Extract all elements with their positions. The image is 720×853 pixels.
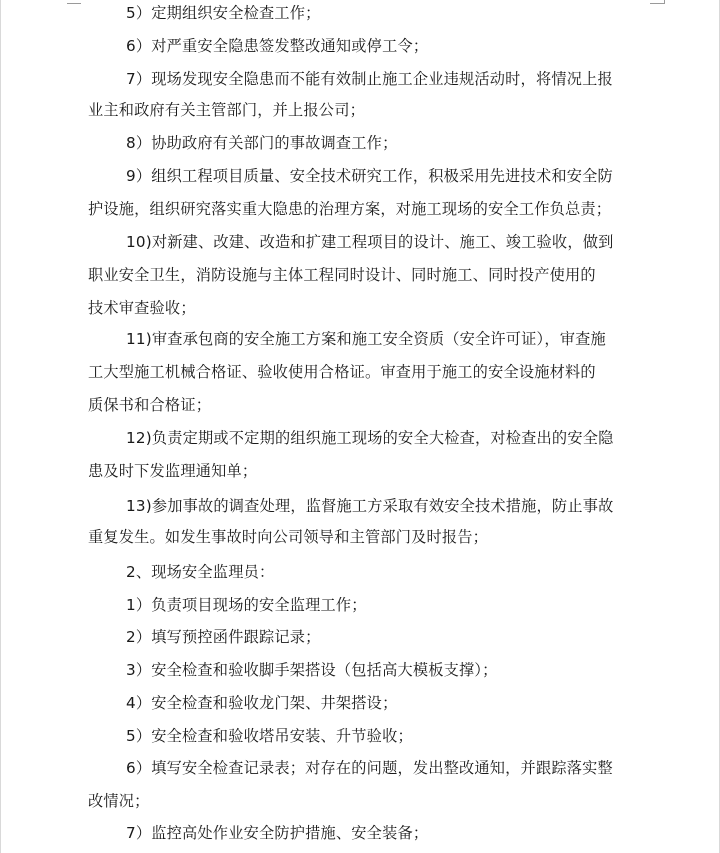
paragraph-line-first: 7）现场发现安全隐患而不能有效制止施工企业违规活动时，将情况上报	[126, 70, 613, 88]
paragraph-line-first: 11)审查承包商的安全施工方案和施工安全资质（安全许可证），审查施	[126, 330, 606, 348]
paragraph-line-first: 9）组织工程项目质量、安全技术研究工作，积极采用先进技术和安全防	[126, 167, 613, 185]
paragraph-line-continuation: 重复发生。如发生事故时向公司领导和主管部门及时报告；	[88, 528, 489, 546]
paragraph-line-first: 12)负责定期或不定期的组织施工现场的安全大检查，对检查出的安全隐	[126, 429, 614, 447]
paragraph-line-first: 1）负责项目现场的安全监理工作；	[126, 596, 367, 614]
paragraph-line-first: 8）协助政府有关部门的事故调查工作；	[126, 134, 398, 152]
paragraph-line-continuation: 质保书和合格证；	[88, 396, 212, 414]
paragraph-line-first: 10)对新建、改建、改造和扩建工程项目的设计、施工、竣工验收，做到	[126, 233, 614, 251]
paragraph-line-first: 5）安全检查和验收塔吊安装、升节验收；	[126, 727, 413, 745]
paragraph-line-continuation: 护设施，组织研究落实重大隐患的治理方案，对施工现场的安全工作负总责；	[88, 200, 612, 218]
paragraph-line-first: 13)参加事故的调查处理，监督施工方采取有效安全技术措施，防止事故	[126, 497, 614, 515]
paragraph-line-first: 4）安全检查和验收龙门架、井架搭设；	[126, 694, 398, 712]
paragraph-line-continuation: 职业安全卫生，消防设施与主体工程同时设计、同时施工、同时投产使用的	[88, 266, 596, 284]
paragraph-line-continuation: 患及时下发监理通知单；	[88, 462, 258, 480]
paragraph-line-first: 6）填写安全检查记录表；对存在的问题，发出整改通知，并跟踪落实整	[126, 759, 613, 777]
paragraph-line-first: 6）对严重安全隐患签发整改通知或停工令；	[126, 37, 429, 55]
paragraph-line-first: 2、现场安全监理员：	[126, 563, 275, 581]
crop-mark-top-left	[67, 3, 81, 4]
paragraph-line-continuation: 业主和政府有关主管部门，并上报公司；	[88, 101, 365, 119]
paragraph-line-first: 5）定期组织安全检查工作；	[126, 4, 321, 22]
paragraph-line-first: 7）监控高处作业安全防护措施、安全装备；	[126, 824, 429, 842]
crop-mark-top-right-vertical	[664, 0, 665, 4]
paragraph-line-continuation: 改情况；	[88, 792, 150, 810]
paragraph-line-first: 2）填写预控函件跟踪记录；	[126, 628, 321, 646]
paragraph-line-continuation: 工大型施工机械合格证、验收使用合格证。审查用于施工的安全设施材料的	[88, 363, 596, 381]
paragraph-line-continuation: 技术审查验收；	[88, 299, 196, 317]
paragraph-line-first: 3）安全检查和验收脚手架搭设（包括高大模板支撑）；	[126, 661, 498, 679]
crop-mark-top-right	[650, 3, 664, 4]
